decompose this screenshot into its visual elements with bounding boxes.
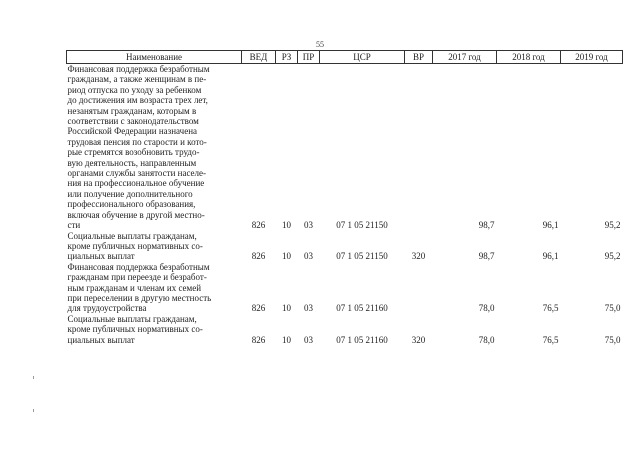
row-2017: 98,7 [478, 220, 495, 231]
row-name-line: или получение дополнительного [67, 188, 193, 199]
row-name-line: до достижения им возраста трех лет, [67, 95, 208, 106]
row-name [67, 314, 242, 345]
row-2019: 95,2 [604, 251, 621, 262]
row-2019: 75,0 [604, 303, 621, 314]
row-name-line: ния на профессиональное обучение [67, 178, 205, 189]
budget-table [66, 50, 623, 345]
row-name-line: сти [67, 220, 81, 231]
row-rz: 10 [282, 334, 291, 345]
row-name-line: циальных выплат [67, 251, 135, 262]
row-2017: 98,7 [478, 251, 495, 262]
row-name [67, 262, 242, 314]
row-name-line: Социальные выплаты гражданам, [67, 230, 197, 241]
row-rz: 10 [282, 220, 291, 231]
table-row [67, 231, 623, 262]
row-csr: 07 1 05 21150 [336, 220, 388, 231]
row-name-line: Финансовая поддержка безработным [67, 64, 210, 74]
header-pr: ПР [298, 51, 320, 64]
row-name-line: профессионального образования, [67, 199, 196, 210]
row-name-line: трудовая пенсия по старости и кото- [67, 136, 207, 147]
row-vr: 320 [411, 334, 426, 345]
row-name-line: Социальные выплаты гражданам, [67, 313, 197, 324]
row-csr: 07 1 05 21160 [336, 303, 388, 314]
header-csr: ЦСР [320, 51, 405, 64]
row-2019: 75,0 [604, 334, 621, 345]
row-2018: 76,5 [542, 303, 559, 314]
row-name-line: кроме публичных нормативных со- [67, 240, 203, 251]
row-csr: 07 1 05 21160 [336, 334, 388, 345]
scan-mark [33, 376, 34, 379]
row-2018: 96,1 [542, 220, 559, 231]
row-name-line: соответствии с законодательством [67, 116, 199, 127]
row-pr: 03 [304, 303, 313, 314]
row-name-line: рые стремятся возобновить трудо- [67, 147, 200, 158]
row-2018: 76,5 [542, 334, 559, 345]
row-name-line: для трудоустройства [67, 303, 147, 314]
row-name [67, 64, 242, 231]
row-2019: 95,2 [604, 220, 621, 231]
header-rz: РЗ [276, 51, 298, 64]
row-rz: 10 [282, 303, 291, 314]
header-vr: ВР [405, 51, 433, 64]
row-ved: 826 [251, 303, 266, 314]
row-csr: 07 1 05 21150 [336, 251, 388, 262]
table-row [67, 262, 623, 314]
row-vr [405, 64, 433, 231]
row-rz: 10 [282, 251, 291, 262]
row-ved: 826 [251, 220, 266, 231]
row-name-line: включая обучение в другой местно- [67, 209, 205, 220]
header-2019: 2019 год [561, 51, 623, 64]
row-name-line: гражданам, а также женщинам в пе- [67, 74, 207, 85]
row-pr: 03 [304, 334, 313, 345]
table-row [67, 314, 623, 345]
row-vr [405, 262, 433, 314]
table-row [67, 64, 623, 231]
row-name-line: гражданам при переезде и безработ- [67, 272, 207, 283]
row-name-line: незанятым гражданам, которым в [67, 105, 197, 116]
row-vr: 320 [411, 251, 426, 262]
row-2017: 78,0 [478, 303, 495, 314]
row-2017: 78,0 [478, 334, 495, 345]
page-number: 55 [316, 40, 324, 49]
row-name-line: органами службы занятости населе- [67, 168, 207, 179]
row-ved: 826 [251, 251, 266, 262]
table-header [67, 51, 623, 64]
row-pr: 03 [304, 251, 313, 262]
row-name-line: при переселении в другую местность [67, 292, 212, 303]
row-name-line: Российской Федерации назначена [67, 126, 198, 137]
row-2018: 96,1 [542, 251, 559, 262]
row-ved: 826 [251, 334, 266, 345]
header-ved: ВЕД [242, 51, 276, 64]
row-name-line: ным гражданам и членам их семей [67, 282, 202, 293]
row-name [67, 231, 242, 262]
row-pr: 03 [304, 220, 313, 231]
table-body [67, 64, 623, 345]
header-2018: 2018 год [497, 51, 561, 64]
row-name-line: вую деятельность, направленным [67, 157, 197, 168]
header-2017: 2017 год [433, 51, 497, 64]
row-name-line: риод отпуска по уходу за ребенком [67, 84, 202, 95]
scan-mark [33, 409, 34, 412]
row-name-line: циальных выплат [67, 334, 135, 345]
header-name: Наименование [67, 51, 242, 64]
row-name-line: кроме публичных нормативных со- [67, 324, 203, 335]
row-name-line: Финансовая поддержка безработным [67, 261, 210, 272]
